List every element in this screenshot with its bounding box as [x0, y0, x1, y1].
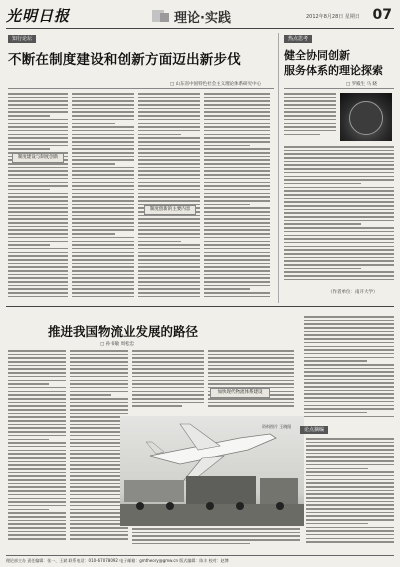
- photo-caption: 资料图片 王晓阳: [262, 424, 292, 429]
- main-subhead-2: 制度创新的主要内容: [144, 205, 196, 215]
- bottom-column-label: 论点摘编: [300, 426, 328, 434]
- right-headline: [284, 48, 394, 78]
- right-column-label: 热点思考: [284, 35, 312, 43]
- commentary-body: [306, 438, 394, 550]
- bottom-article-col4: [208, 350, 294, 412]
- dateline: 2012年8月28日 星期日: [306, 14, 360, 20]
- bottom-headline: 推进我国物流业发展的路径: [48, 324, 199, 339]
- masthead-rule: [6, 28, 394, 29]
- main-byline: □ 山东省中国特色社会主义理论体系研究中心: [170, 82, 262, 87]
- main-subhead-1: 制度建设与制度创新: [12, 153, 64, 163]
- main-article-col4: [204, 93, 270, 303]
- right-byline: □ 罗殿生 马 晓: [346, 82, 378, 87]
- right-illustration: [340, 93, 392, 141]
- bottom-article-tail: [132, 528, 300, 550]
- right-author-tag: （作者单位：南开大学）: [328, 290, 378, 295]
- page-footer: 理论部主办 责任编辑：张一、王斌 联系电话：010-67078092 电子邮箱：gmtheory@gmw.cn 版式编辑：陈丰 校对：赵博: [6, 555, 394, 564]
- logistics-photo: [120, 416, 304, 526]
- left-column-label: 知行论坛: [8, 35, 36, 43]
- right-headline-line2: 服务体系的理论探索: [284, 64, 383, 77]
- column-divider: [278, 33, 279, 303]
- bottom-subhead-1: 加快现代物流体系建设: [210, 388, 270, 398]
- right-article-body: [284, 146, 394, 286]
- page-number: 07: [372, 7, 392, 23]
- bottom-article-col5: [304, 316, 394, 422]
- airplane-truck-icon: [120, 416, 304, 526]
- section-square-icon-inner: [160, 13, 169, 22]
- bottom-byline: □ 孙书敏 周松忠: [100, 342, 135, 347]
- bottom-article-col1: [8, 350, 66, 550]
- right-headline-line1: 健全协同创新: [284, 49, 350, 62]
- main-article-col2: [72, 93, 134, 303]
- newspaper-logo: 光明日报: [6, 7, 71, 25]
- section-title-text: 理论·实践: [174, 11, 231, 26]
- right-article-intro: [284, 93, 336, 143]
- right-headline-rule: [284, 88, 394, 89]
- main-headline: 不断在制度建设和创新方面迈出新步伐: [8, 52, 241, 68]
- bottom-article-col3: [132, 350, 204, 412]
- main-article-col1: [8, 93, 68, 303]
- section-divider: [6, 306, 394, 307]
- section-title: [152, 7, 262, 25]
- headline-rule: [8, 88, 274, 89]
- main-article-col3: [138, 93, 200, 303]
